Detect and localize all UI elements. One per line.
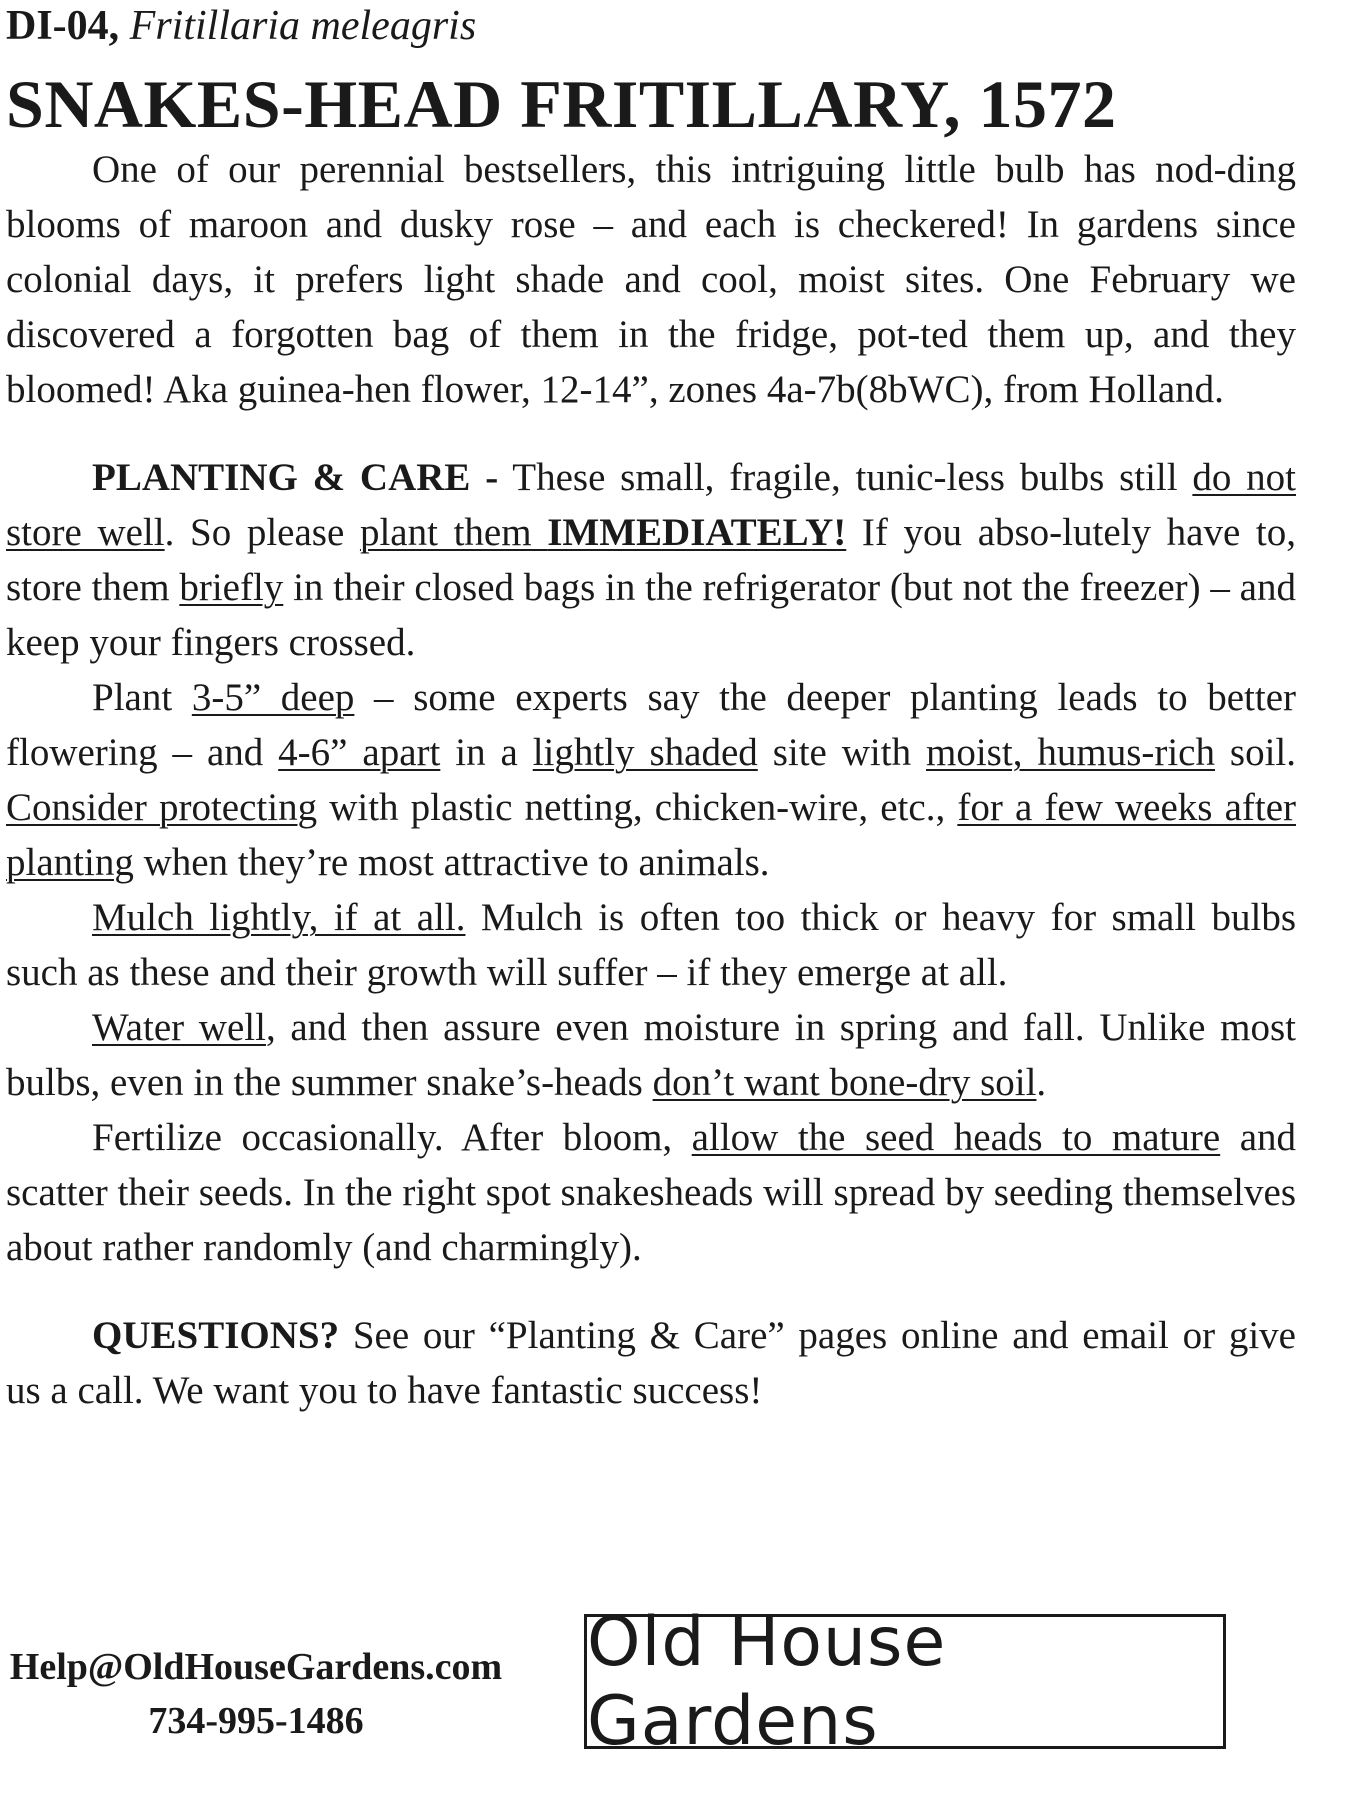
underlined-text: allow the seed heads to mature <box>691 1116 1221 1159</box>
text-span: soil. <box>1215 731 1297 774</box>
questions-heading: QUESTIONS? <box>92 1314 340 1357</box>
depth-paragraph <box>6 670 1296 890</box>
planting-heading: PLANTING & CARE - <box>92 456 499 499</box>
emphasis-text: IMMEDIATELY! <box>547 511 847 554</box>
text-span: Plant <box>92 676 192 719</box>
underlined-text: plant them <box>359 511 548 554</box>
underlined-text: lightly shaded <box>532 731 758 774</box>
latin-name: Fritillaria meleagris <box>129 3 477 49</box>
underlined-text: don’t want bone-dry soil <box>652 1061 1037 1104</box>
underlined-text: Consider protecting <box>6 786 318 829</box>
text-span: when they’re most attractive to animals. <box>133 841 770 884</box>
intro-paragraph: One of our perennial bestsellers, this intriguing little bulb has nod-ding blooms of maroon and dusky rose – and each is checkered! In gardens since colonial days, it prefers light shade and cool, moist sites. One February we discovered a forgotten bag of them in the fridge, pot-ted them up, and they bloomed! Aka guinea-hen flower, 12-14”, zones 4a-7b(8bWC), from Holland. <box>6 148 1296 411</box>
underlined-text: for a few weeks after planting <box>6 786 1297 884</box>
underlined-text: 4-6” apart <box>278 731 441 774</box>
underlined-text: briefly <box>179 566 284 609</box>
text-span: Mulch is often too thick or heavy for small bulbs such as these and their growth will suffer – if they emerge at all. <box>6 896 1296 994</box>
brand-logo <box>584 1602 1226 1761</box>
text-span: site with <box>757 731 927 774</box>
text-span: Fertilize occasionally. After bloom, <box>92 1116 692 1159</box>
planting-paragraph <box>6 450 1296 670</box>
text-span: . <box>1036 1061 1047 1104</box>
phone-number: 734-995-1486 <box>148 1700 364 1742</box>
text-span: See our “Planting & Care” pages online and email or give us a call. We want you to have fantastic success! <box>6 1314 1296 1412</box>
underlined-text: do not store well <box>6 456 1296 554</box>
contact-block <box>6 1640 506 1748</box>
underlined-text: Water well <box>92 1006 266 1049</box>
questions-paragraph <box>6 1308 1296 1418</box>
page-title: SNAKES-HEAD FRITILLARY, 1572 <box>6 66 1117 142</box>
text-span: and scatter their seeds. In the right spot snakesheads will spread by seeding themselves about rather randomly (and charmingly). <box>6 1116 1297 1269</box>
underlined-text: moist, humus-rich <box>926 731 1215 774</box>
text-span: These small, fragile, tunic-less bulbs still <box>498 456 1193 499</box>
text-span: If you abso-lutely have to, store them <box>6 511 1296 609</box>
text-span: with plastic netting, chicken-wire, etc., <box>317 786 958 829</box>
text-span: – some experts say the deeper planting leads to better flowering – and <box>6 676 1296 774</box>
product-code: DI-04, <box>6 3 120 49</box>
text-span: in a <box>440 731 533 774</box>
mulch-paragraph <box>6 890 1296 1000</box>
email-address[interactable]: Help@OldHouseGardens.com <box>9 1646 503 1688</box>
underlined-bold-text <box>547 511 846 554</box>
underlined-text: 3-5” deep <box>191 676 355 719</box>
document-body <box>6 142 1296 1418</box>
water-paragraph <box>6 1000 1296 1110</box>
product-code-line <box>6 0 476 52</box>
underlined-text: Mulch lightly, if at all. <box>92 896 466 939</box>
text-span: . So please <box>164 511 360 554</box>
logo-text: Old House Gardens <box>587 1602 947 1761</box>
text-span: in their closed bags in the refrigerator (but not the freezer) – and keep your fingers crossed. <box>6 566 1296 664</box>
text-span: , and then assure even moisture in spring and fall. Unlike most bulbs, even in the summer snake’s-heads <box>6 1006 1296 1104</box>
fertilize-paragraph <box>6 1110 1296 1275</box>
